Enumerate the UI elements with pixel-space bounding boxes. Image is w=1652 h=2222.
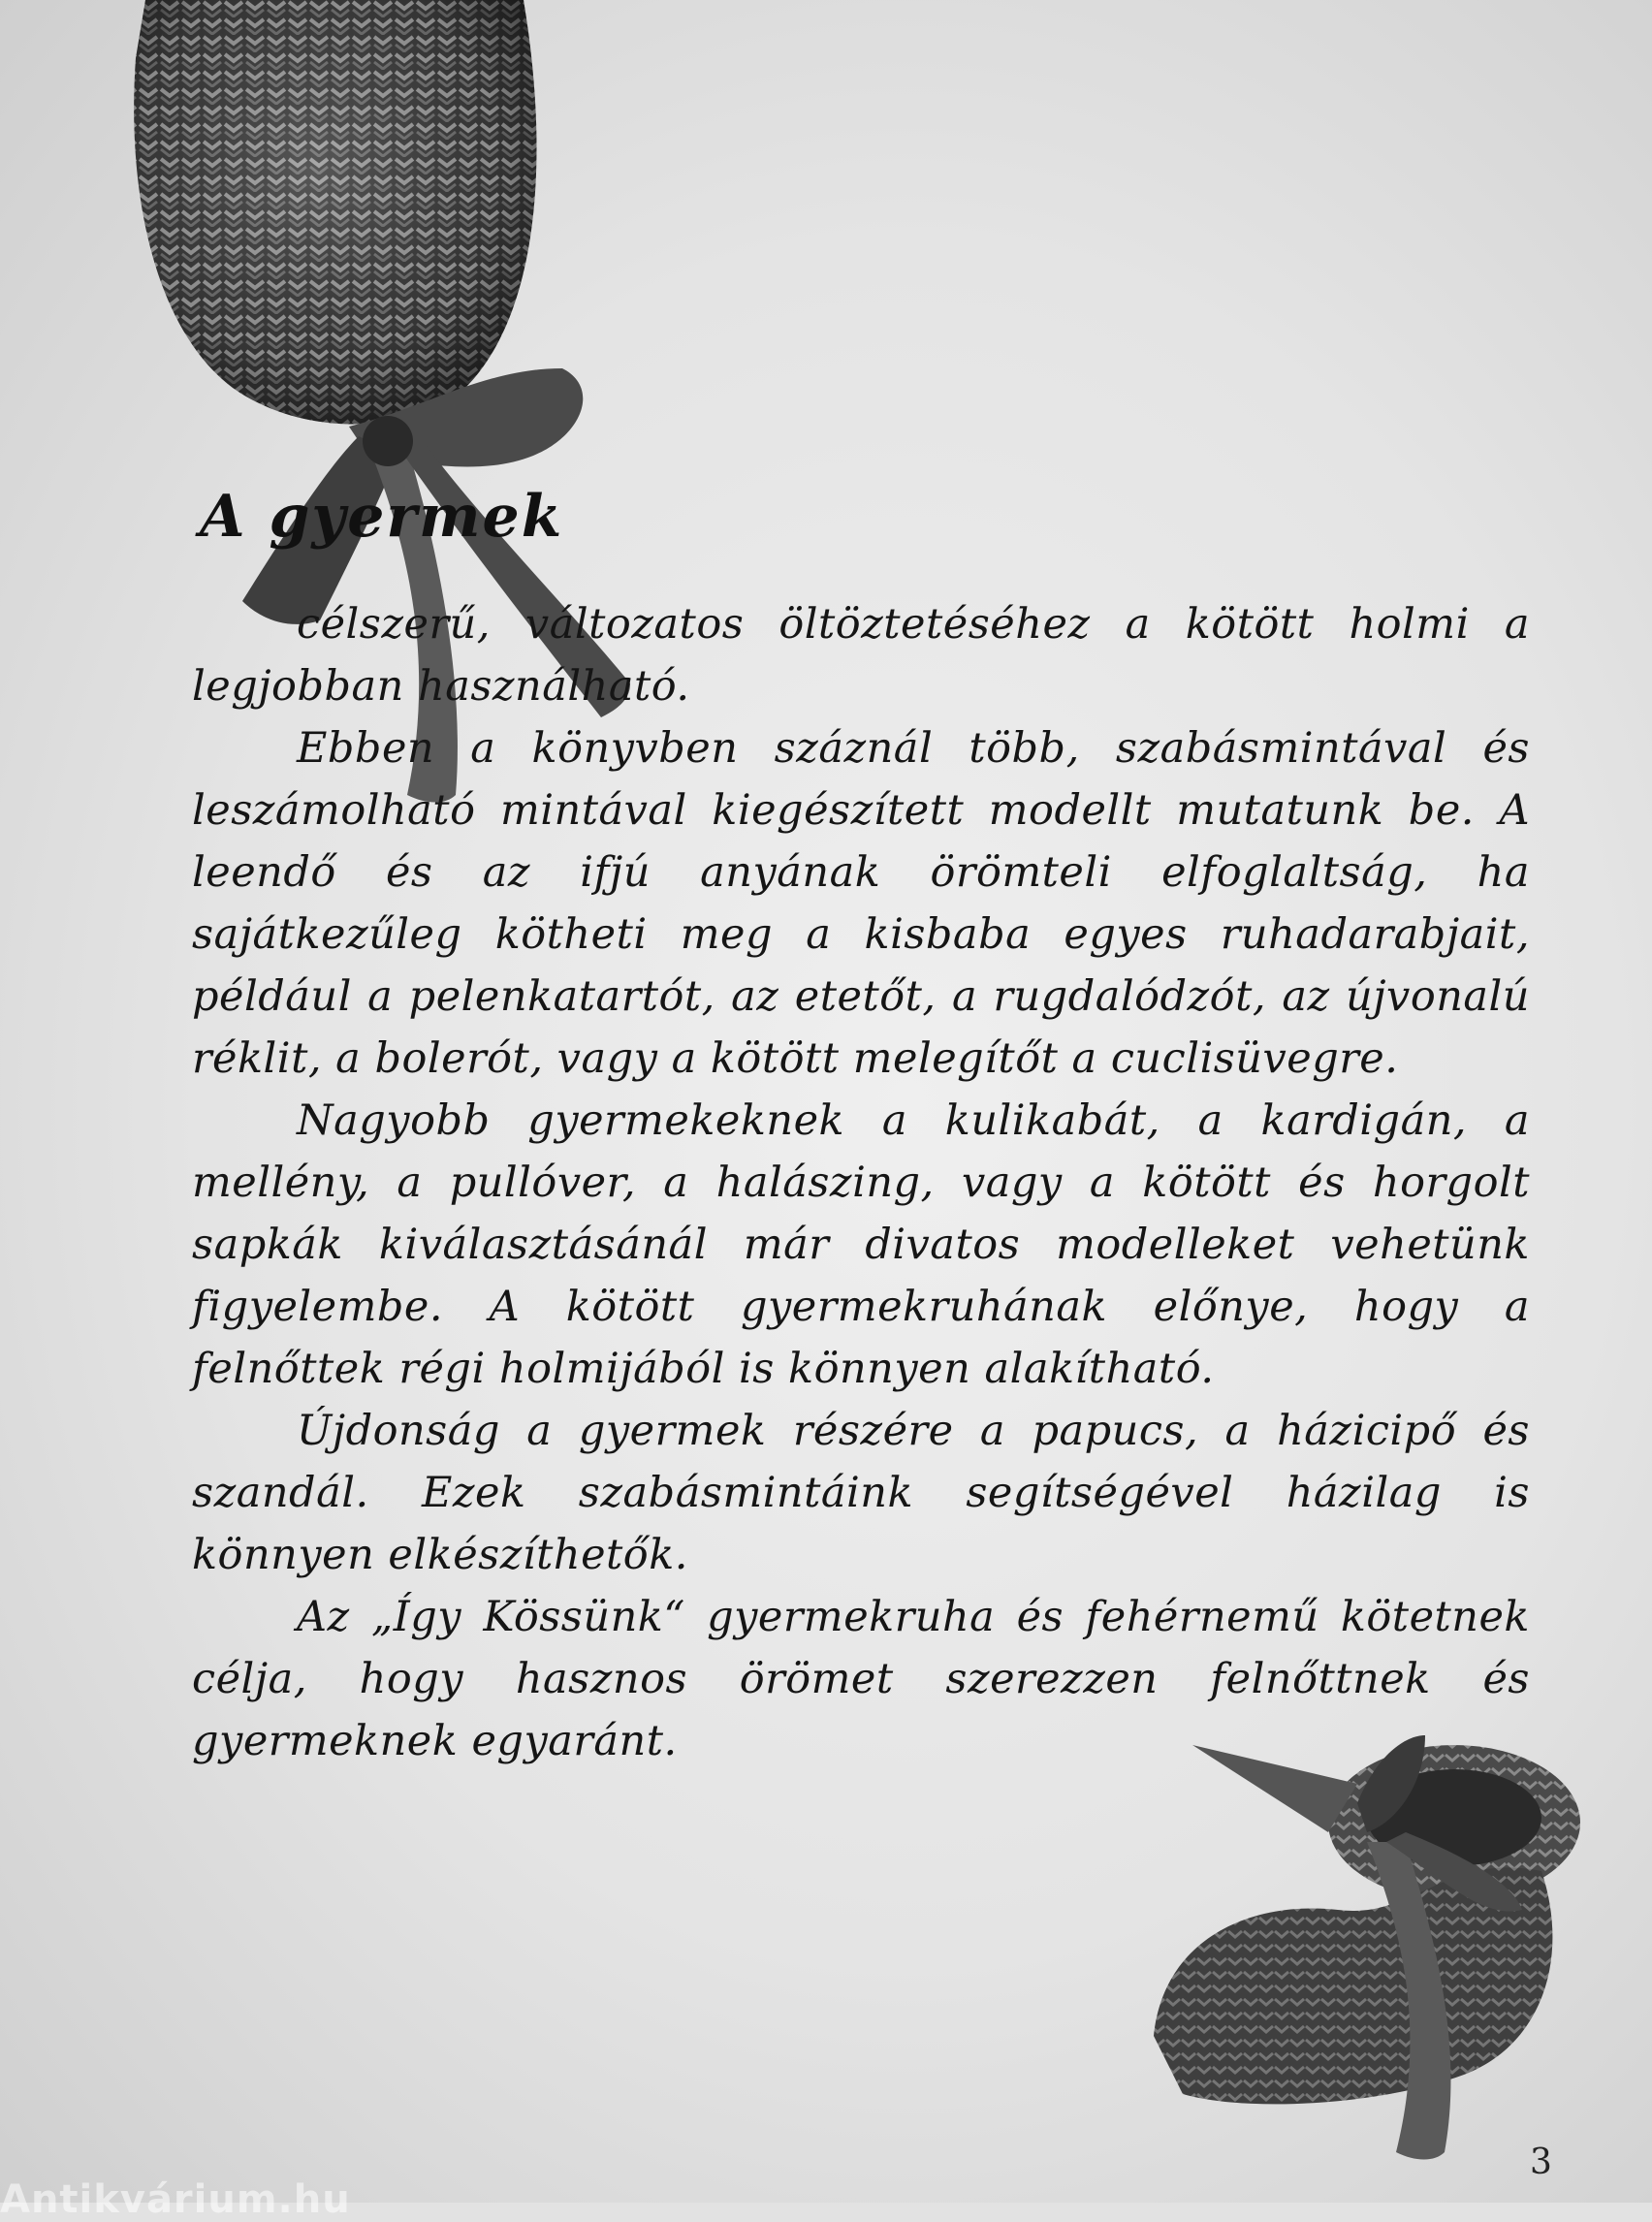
paragraph-closing: Az „Így Kössünk“ gyermekruha és fehérnemű kötetnek célja, hogy hasznos örömet szerezzen felnőttnek és gyermeknek egyaránt. [192,1593,1530,1765]
watermark: Antikvárium.hu [0,2177,351,2222]
body-text [192,593,1530,1772]
paragraph-intro: célszerű, változatos öltöztetéséhez a kötött holmi a legjobban használható. [192,600,1530,711]
knitted-bootie-illustration [1134,1726,1600,2172]
page-heading: A gyermek [200,483,564,551]
page-number: 3 [1530,2143,1552,2182]
paragraph-novelty: Újdonság a gyermek részére a papucs, a házicipő és szandál. Ezek szabásmintáink segítségével házilag is könnyen elkészíthetők. [192,1407,1530,1579]
paragraph-older-children: Nagyobb gyermekeknek a kulikabát, a kardigán, a mellény, a pullóver, a halászing, vagy a kötött és horgolt sapkák kiválasztásánál már divatos modelleket vehetünk figyelembe. A kötött gyermekruhának előnye, hogy a felnőttek régi holmijából is könnyen alakítható. [192,1096,1530,1393]
paragraph-book-content: Ebben a könyvben száznál több, szabásmintával és leszámolható mintával kiegészített modellt mutatunk be. A leendő és az ifjú anyának örömteli elfoglaltság, ha sajátkezűleg kötheti meg a kisbaba egyes ruhadarabjait, például a pelenkatartót, az etetőt, a rugdalódzót, az újvonalú réklit, a bolerót, vagy a kötött melegítőt a cuclisüvegre. [192,724,1530,1083]
